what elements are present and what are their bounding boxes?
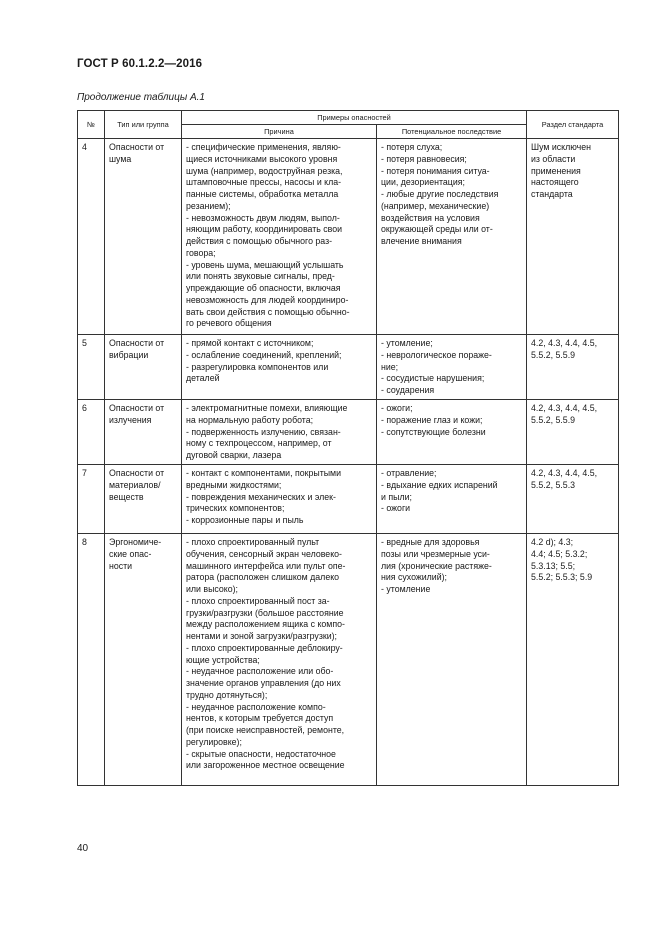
hazard-consequence [377,400,527,465]
hazard-consequence-line: - потеря равновесия; [381,153,467,164]
row-number: 4 [78,139,105,335]
hazard-consequence-line: лия (хронические растяже- [381,560,492,571]
hazard-consequence-line: ния сухожилий); [381,572,448,583]
hazard-cause [182,139,377,335]
hazard-cause-line: - электромагнитные помехи, влияющие [186,403,348,413]
header-examples: Примеры опасностей [182,111,527,125]
standard-section-line: из области [531,153,576,164]
hazard-cause-line: нентов, к которым требуется доступ [186,713,334,724]
hazard-cause-line: - разрегулировка компонентов или [186,361,329,372]
standard-section [527,335,619,400]
hazard-cause-line: нентами и зоной загрузки/разгрузки); [186,631,337,641]
hazard-type [105,534,182,786]
hazard-type-line: материалов/ [109,479,161,490]
hazard-cause-line: или загороженное местное освещение [186,760,345,771]
table-body [78,139,619,786]
hazard-consequence-line: - неврологическое пораже- [381,349,492,360]
hazard-cause-line: - контакт с компонентами, покрытыми [186,468,342,478]
hazard-consequence-line: - соударения [381,385,435,395]
hazard-cause-line: - неудачное расположение или обо- [186,666,334,677]
hazard-cause-line: машинного интерфейса или пульт опе- [186,560,346,571]
hazard-cause-line: го речевого общения [186,318,272,329]
table-row [78,139,619,335]
row-number: 8 [78,534,105,786]
hazard-type-line: излучения [109,414,152,425]
hazard-consequence-line: (например, механические) [381,200,490,211]
table-header [78,111,619,139]
hazard-cause-line: - неудачное расположение компо- [186,701,326,712]
hazard-cause-line: значение органов управления (до них [186,678,341,688]
standard-section [527,534,619,786]
hazard-type-line: Опасности от [109,403,165,413]
hazard-cause-line: или высоко); [186,584,239,594]
standard-section-line: 4.2 d); 4.3; [531,537,574,547]
hazard-type-line: Опасности от [109,468,165,478]
row-number: 5 [78,335,105,400]
hazard-cause-line: - скрытые опасности, недостаточное [186,748,336,759]
hazard-cause-line: - ослабление соединений, креплений; [186,349,342,360]
hazard-consequence-line: - сосудистые нарушения; [381,373,485,384]
hazard-type [105,139,182,335]
hazard-cause-line: - повреждения механических и элек- [186,491,336,502]
hazard-cause-line: грузки/разгрузки (большое расстояние [186,607,344,618]
hazard-cause-line: шума (например, водоструйная резка, [186,165,343,176]
standard-section [527,465,619,534]
hazard-cause-line: няющим работу, координировать свои [186,224,343,235]
hazard-cause-line: регулировке); [186,736,242,747]
hazard-cause [182,400,377,465]
hazard-consequence-line: - потеря понимания ситуа- [381,165,490,176]
page-number: 40 [77,843,89,854]
hazard-cause-line: - подверженность излучению, связан- [186,426,341,437]
hazard-cause-line: ющие устройства; [186,654,260,665]
hazard-cause-line: ратора (расположен слишком далеко [186,572,340,583]
standard-section-line: настоящего [531,177,579,188]
hazard-consequence [377,534,527,786]
hazard-consequence [377,335,527,400]
hazard-type-line: Опасности от [109,142,165,152]
hazard-cause-line: (при поиске неисправностей, ремонте, [186,725,345,735]
row-number: 6 [78,400,105,465]
hazard-type-line: вибрации [109,349,149,360]
hazard-cause-line: вать свои действия с помощью обычно- [186,306,350,317]
standard-section-line: 5.5.2, 5.5.3 [531,479,576,490]
hazard-cause-line: - плохо спроектированные деблокиру- [186,642,343,653]
hazard-cause-line: - плохо спроектированный пост за- [186,595,330,606]
table-row [78,400,619,465]
standard-section-line: 4.2, 4.3, 4.4, 4.5, [531,338,598,348]
hazard-cause-line: обучения, сенсорный экран человеко- [186,548,342,559]
hazards-table [77,110,619,786]
standard-section-line: 5.5.2, 5.5.9 [531,414,576,425]
hazard-cause-line: - невозможность двум людям, выпол- [186,212,340,223]
hazard-consequence-line: ции, дезориентация; [381,177,465,188]
hazard-cause-line: дуговой сварки, лазера [186,450,282,460]
hazard-cause-line: упреждающие об опасности, включая [186,283,341,293]
hazard-consequence-line: - вредные для здоровья [381,537,480,547]
hazard-type [105,335,182,400]
table-row [78,465,619,534]
standard-section [527,400,619,465]
hazard-consequence-line: - ожоги; [381,403,413,413]
document-header: ГОСТ Р 60.1.2.2—2016 [77,58,203,70]
hazard-consequence-line: воздействия на условия [381,212,480,223]
standard-section [527,139,619,335]
hazard-type-line: веществ [109,491,144,502]
standard-section-line: 5.3.13; 5.5; [531,560,576,571]
hazard-type-line: ности [109,560,133,571]
hazard-cause-line: - прямой контакт с источником; [186,338,314,348]
standard-section-line: 4.2, 4.3, 4.4, 4.5, [531,468,598,478]
hazard-cause-line: или понять звуковые сигналы, пред- [186,271,335,282]
hazard-cause-line: - специфические применения, являю- [186,142,341,152]
hazard-cause-line: щиеся источниками высокого уровня [186,153,338,164]
hazard-consequence-line: - поражение глаз и кожи; [381,414,483,425]
header-consequence: Потенциальное последствие [377,125,527,139]
hazard-cause-line: вредными жидкостями; [186,479,282,490]
hazard-consequence [377,465,527,534]
header-num: № [78,111,105,139]
hazard-cause-line: трических компонентов; [186,503,285,514]
header-type: Тип или группа [105,111,182,139]
hazard-consequence-line: влечение внимания [381,236,462,246]
hazard-type-line: Эргономиче- [109,537,162,547]
table-row [78,534,619,786]
standard-section-line: стандарта [531,189,573,199]
hazard-consequence-line: - потеря слуха; [381,142,443,152]
hazard-cause-line: резанием); [186,200,231,211]
hazard-cause-line: действия с помощью обычного раз- [186,236,333,246]
header-cause: Причина [182,125,377,139]
hazard-cause-line: говора; [186,247,216,258]
hazard-type [105,465,182,534]
standard-section-line: 5.5.2, 5.5.9 [531,349,576,360]
hazard-cause-line: между расположением ящика с компо- [186,619,345,630]
hazard-consequence-line: - вдыхание едких испарений [381,479,498,490]
hazard-cause-line: невозможность для людей координиро- [186,294,349,305]
hazard-type-line: ские опас- [109,548,152,559]
table-row [78,335,619,400]
standard-section-line: Шум исключен [531,142,592,152]
standard-section-line: 4.2, 4.3, 4.4, 4.5, [531,403,598,413]
hazard-consequence-line: - сопутствующие болезни [381,426,486,437]
hazard-cause [182,335,377,400]
hazard-cause-line: деталей [186,373,220,384]
hazard-type-line: Опасности от [109,338,165,348]
hazard-consequence-line: - утомление [381,584,431,594]
hazard-cause-line: штамповочные прессы, насосы и кла- [186,177,342,188]
hazard-cause [182,534,377,786]
hazard-cause-line: - плохо спроектированный пульт [186,537,320,547]
hazard-consequence-line: позы или чрезмерные уси- [381,548,490,559]
hazard-consequence-line: ние; [381,361,399,372]
hazard-type [105,400,182,465]
hazard-cause-line: ному с техпроцессом, например, от [186,438,332,449]
header-section: Раздел стандарта [527,111,619,139]
hazard-consequence-line: и пыли; [381,491,412,502]
standard-section-line: применения [531,165,581,176]
hazard-consequence-line: - любые другие последствия [381,189,499,199]
hazard-cause-line: - уровень шума, мешающий услышать [186,259,344,270]
hazard-cause-line: на нормальную работу робота; [186,414,314,425]
standard-section-line: 5.5.2; 5.5.3; 5.9 [531,572,593,583]
hazard-cause [182,465,377,534]
row-number: 7 [78,465,105,534]
hazard-consequence-line: - утомление; [381,338,433,348]
hazard-consequence [377,139,527,335]
hazard-cause-line: панные системы, обработка металла [186,189,339,199]
hazard-type-line: шума [109,153,132,164]
hazard-cause-line: - коррозионные пары и пыль [186,515,304,525]
standard-section-line: 4.4; 4.5; 5.3.2; [531,548,588,559]
hazard-cause-line: трудно дотянуться); [186,689,268,700]
hazard-consequence-line: - ожоги [381,503,411,514]
hazard-consequence-line: окружающей среды или от- [381,224,493,235]
hazard-consequence-line: - отравление; [381,468,437,478]
table-caption: Продолжение таблицы А.1 [77,92,205,103]
